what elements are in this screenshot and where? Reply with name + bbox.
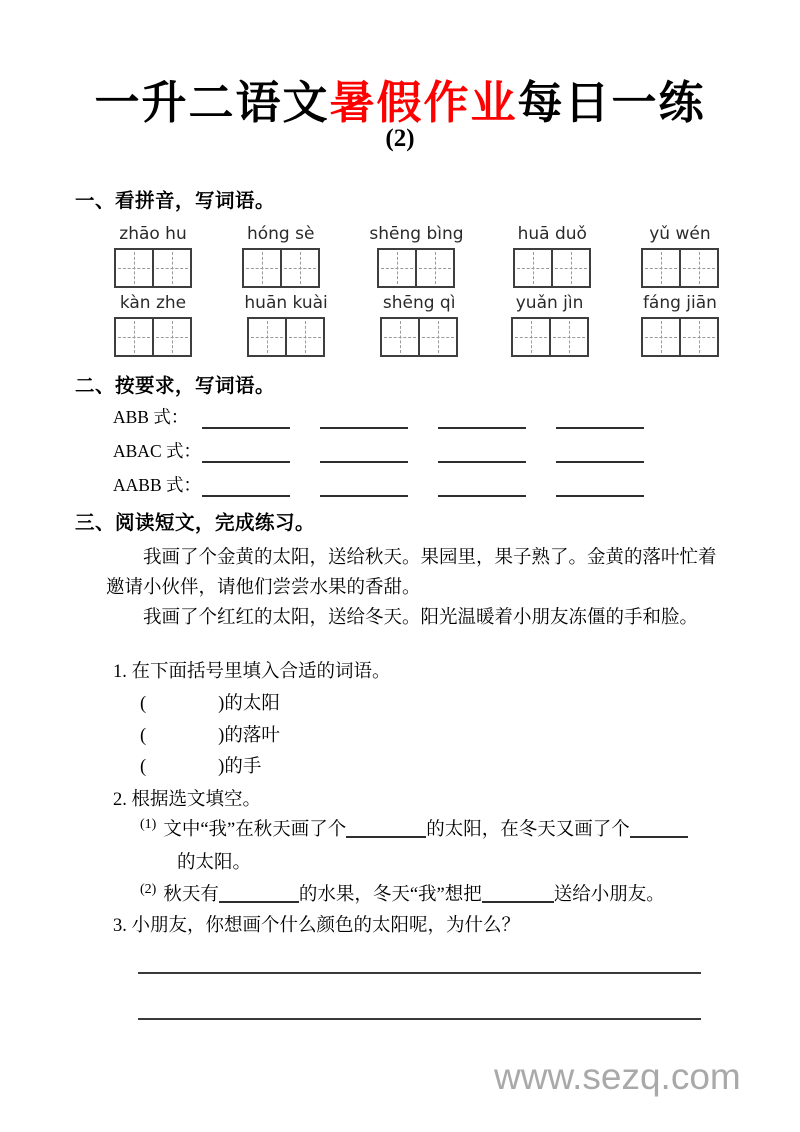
writing-box: [513, 248, 553, 288]
writing-box: [285, 317, 325, 357]
sub-question-text: 送给小朋友。: [553, 885, 665, 905]
title-suffix: 每日一练: [517, 78, 706, 128]
pinyin-word-label: shēng qì: [382, 293, 456, 313]
answer-blank: [202, 479, 290, 497]
watermark: www.sezq.com: [494, 1056, 741, 1097]
answer-line: [138, 972, 701, 974]
pinyin-column: [244, 290, 327, 357]
word-form-row-aabb: [113, 471, 653, 497]
word-form-label: ABB 式：: [113, 407, 189, 427]
pinyin-column: [369, 221, 463, 288]
answer-blank: [320, 445, 408, 463]
writing-box: [114, 248, 154, 288]
writing-box: [418, 317, 458, 357]
writing-box: [415, 248, 455, 288]
blank-group: [202, 445, 644, 463]
question-3-label: 3. 小朋友，你想画个什么颜色的太阳呢，为什么？: [113, 916, 521, 936]
word-form-label: ABAC 式：: [113, 441, 201, 461]
section-one-heading: 一、看拼音，写词语。: [75, 190, 276, 212]
writing-box: [247, 317, 287, 357]
title-highlight: 暑假作业: [329, 78, 518, 128]
writing-box: [152, 317, 192, 357]
writing-box: [152, 248, 192, 288]
pinyin-column: [641, 221, 719, 288]
paren-open: (: [140, 694, 147, 714]
writing-box-pair: [380, 317, 458, 357]
writing-box: [377, 248, 417, 288]
pinyin-word-label: fáng jiān: [642, 293, 717, 313]
answer-blank: [202, 445, 290, 463]
paren-close: ): [218, 726, 225, 746]
word-form-row-abb: [113, 403, 653, 429]
item-phrase: 的落叶: [224, 726, 280, 746]
pinyin-column: [641, 290, 719, 357]
pinyin-column: [513, 221, 591, 288]
answer-blank: [556, 411, 644, 429]
writing-box-pair: [513, 248, 591, 288]
answer-blank: [202, 411, 290, 429]
bracket-fill-item: [140, 752, 261, 778]
word-form-label: AABB 式：: [113, 475, 201, 495]
writing-box-pair: [114, 248, 192, 288]
writing-box: [641, 317, 681, 357]
paren-close: ): [218, 694, 225, 714]
writing-box: [380, 317, 420, 357]
bracket-fill-item: [140, 721, 280, 747]
page-title: [0, 66, 800, 131]
sub-question-2: [140, 880, 665, 906]
answer-blank: [438, 445, 526, 463]
blank-group: [202, 411, 644, 429]
section-three-heading: 三、阅读短文，完成练习。: [75, 512, 316, 534]
pinyin-column: [114, 290, 192, 357]
question-2-label: 2. 根据选文填空。: [113, 790, 262, 810]
pinyin-column: [242, 221, 320, 288]
answer-blank: [438, 479, 526, 497]
inline-blank: [219, 885, 299, 903]
writing-box: [511, 317, 551, 357]
answer-blank: [320, 479, 408, 497]
pinyin-column: [380, 290, 458, 357]
writing-box-pair: [641, 248, 719, 288]
pinyin-word-label: yuǎn jìn: [515, 293, 584, 313]
writing-box: [679, 248, 719, 288]
pinyin-word-label: zhāo hu: [119, 224, 187, 244]
writing-box: [551, 248, 591, 288]
writing-box: [114, 317, 154, 357]
sub-question-text: 的水果，冬天“我”想把: [298, 885, 482, 905]
inline-blank: [630, 820, 688, 838]
inline-blank: [482, 885, 554, 903]
sub-question-number: (1): [140, 817, 157, 832]
pinyin-column: [511, 290, 589, 357]
passage-paragraph: 我画了个红红的太阳，送给冬天。阳光温暖着小朋友冻僵的手和脸。: [143, 608, 699, 628]
sub-question-number: (2): [140, 882, 157, 897]
pinyin-column: [114, 221, 192, 288]
sub-question-1-continuation: 的太阳。: [177, 853, 252, 873]
writing-box-pair: [511, 317, 589, 357]
pinyin-word-label: kàn zhe: [119, 293, 187, 313]
question-1-label: 1. 在下面括号里填入合适的词语。: [113, 662, 391, 682]
paren-close: ): [218, 757, 225, 777]
writing-box-pair: [242, 248, 320, 288]
section-two-heading: 二、按要求，写词语。: [75, 375, 276, 397]
pinyin-row-2: [114, 290, 719, 357]
writing-box: [679, 317, 719, 357]
item-phrase: 的太阳: [224, 694, 280, 714]
sub-question-text: 秋天有: [163, 885, 219, 905]
writing-box: [242, 248, 282, 288]
pinyin-word-label: huān kuài: [244, 293, 328, 313]
answer-line: [138, 1018, 701, 1020]
answer-blank: [438, 411, 526, 429]
writing-box: [549, 317, 589, 357]
writing-box-pair: [114, 317, 192, 357]
answer-blank: [320, 411, 408, 429]
sub-question-text: 的太阳，在冬天又画了个: [426, 820, 630, 840]
item-phrase: 的手: [224, 757, 262, 777]
writing-box-pair: [247, 317, 325, 357]
paren-open: (: [140, 726, 147, 746]
reading-passage: [106, 543, 720, 633]
passage-paragraph: 我画了个金黄的太阳，送给秋天。果园里，果子熟了。金黄的落叶忙着邀请小伙伴，请他们尝尝水果的香甜。: [106, 548, 717, 598]
pinyin-word-label: huā duǒ: [517, 224, 587, 244]
answer-blank: [556, 445, 644, 463]
pinyin-row-1: [114, 221, 719, 288]
pinyin-word-label: hóng sè: [246, 224, 315, 244]
inline-blank: [346, 820, 426, 838]
pinyin-grid: [114, 221, 719, 359]
answer-blank: [556, 479, 644, 497]
sub-question-text: 文中“我”在秋天画了个: [163, 820, 347, 840]
writing-box: [280, 248, 320, 288]
page-subtitle: (2): [385, 125, 415, 152]
pinyin-word-label: shēng bìng: [369, 224, 464, 244]
writing-box: [641, 248, 681, 288]
pinyin-word-label: yǔ wén: [649, 224, 711, 244]
blank-group: [202, 479, 644, 497]
writing-box-pair: [641, 317, 719, 357]
bracket-fill-item: [140, 689, 280, 715]
writing-box-pair: [377, 248, 455, 288]
title-prefix: 一升二语文: [94, 78, 330, 128]
sub-question-1: [140, 815, 688, 841]
word-form-row-abac: [113, 437, 653, 463]
paren-open: (: [140, 757, 147, 777]
